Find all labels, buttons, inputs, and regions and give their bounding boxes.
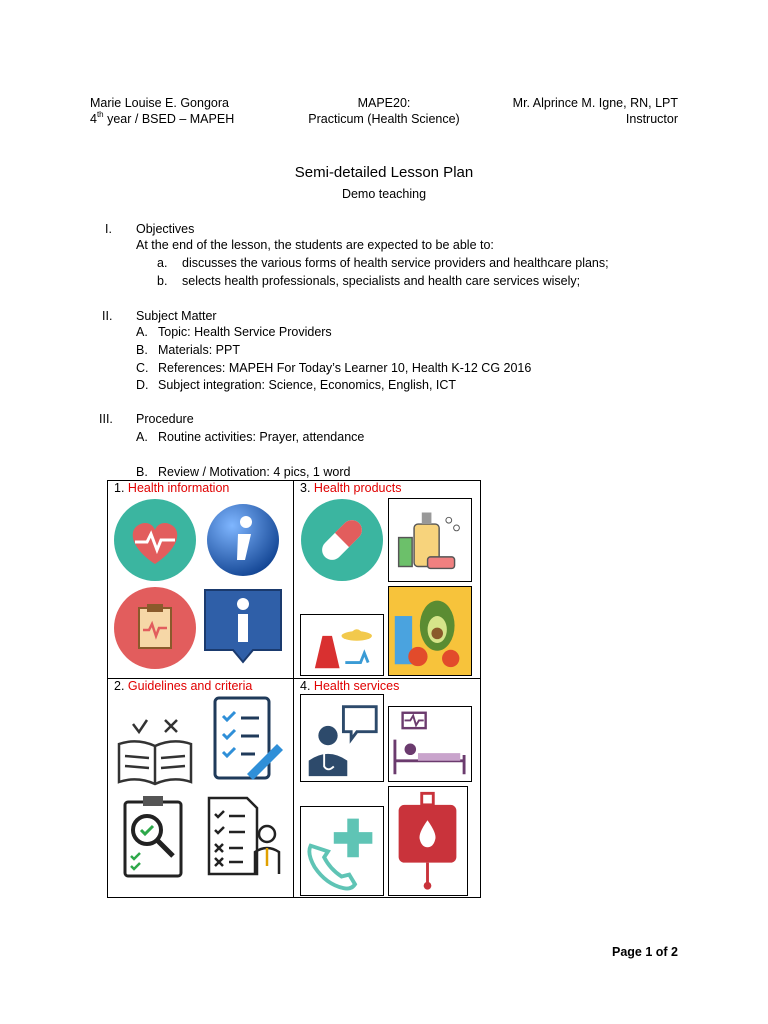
subject-matter-num: II. (102, 309, 113, 323)
hospital-bed-icon (388, 706, 472, 782)
procedure-marker: B. (136, 465, 148, 479)
student-year-num: 4 (90, 112, 97, 126)
objective-marker: a. (157, 256, 168, 270)
heart-pulse-icon (113, 498, 197, 582)
procedure-heading: Procedure (136, 412, 194, 426)
subject-matter-marker: D. (136, 378, 149, 392)
subject-matter-marker: C. (136, 361, 149, 375)
objectives-heading: Objectives (136, 222, 195, 236)
cell-label-3 (300, 481, 401, 495)
procedure-num: III. (99, 412, 113, 426)
healthy-food-icon (388, 586, 472, 676)
subject-matter-item: Materials: PPT (158, 343, 240, 357)
info-sphere-icon (201, 498, 285, 582)
subject-matter-item: Subject integration: Science, Economics, English, ICT (158, 378, 457, 392)
subject-matter-item: Topic: Health Service Providers (158, 325, 332, 339)
page-number: Page 1 of 2 (612, 945, 678, 959)
objective-marker: b. (157, 274, 168, 288)
procedure-item: Review / Motivation: 4 pics, 1 word (158, 465, 351, 479)
info-sign-icon (201, 586, 285, 670)
blood-bag-icon (388, 786, 468, 896)
cell-number: 3. (300, 481, 311, 495)
objectives-intro: At the end of the lesson, the students are expected to be able to: (136, 238, 494, 252)
student-name: Marie Louise E. Gongora (90, 96, 229, 110)
page-subtitle: Demo teaching (341, 187, 427, 201)
cell-title: Health products (313, 481, 402, 495)
doctor-chat-icon (300, 694, 384, 782)
subject-matter-marker: B. (136, 343, 148, 357)
cell-number: 2. (114, 679, 125, 693)
fashion-items-icon (300, 614, 384, 676)
cell-number: 1. (114, 481, 125, 495)
clipboard-magnifier-icon (113, 792, 197, 880)
student-year (90, 111, 234, 127)
procedure-marker: A. (136, 430, 148, 444)
open-book-icon (113, 704, 197, 788)
course-code: MAPE20: (357, 96, 411, 110)
cell-label-2 (114, 679, 252, 693)
cell-label-1 (114, 481, 229, 495)
table-divider (293, 480, 294, 898)
clipboard-icon (113, 586, 197, 670)
cell-label-4 (300, 679, 399, 693)
subject-matter-item: References: MAPEH For Today’s Learner 10, Health K-12 CG 2016 (158, 361, 532, 375)
cell-title: Guidelines and criteria (127, 679, 253, 693)
student-year-rest: year / BSED – MAPEH (103, 112, 235, 126)
objective-item: selects health professionals, specialists and health care services wisely; (182, 274, 581, 288)
procedure-item: Routine activities: Prayer, attendance (158, 430, 365, 444)
subject-matter-heading: Subject Matter (136, 309, 217, 323)
checklist-pen-icon (201, 694, 285, 784)
toiletries-icon (388, 498, 472, 582)
checklist-person-icon (201, 794, 285, 878)
subject-matter-marker: A. (136, 325, 148, 339)
objective-item: discusses the various forms of health service providers and healthcare plans; (182, 256, 609, 270)
course-title: Practicum (Health Science) (308, 112, 460, 126)
cell-number: 4. (300, 679, 311, 693)
page-title: Semi-detailed Lesson Plan (294, 164, 474, 181)
phone-medical-icon (300, 806, 384, 896)
objectives-num: I. (105, 222, 112, 236)
cell-title: Health information (127, 481, 230, 495)
pill-icon (300, 498, 384, 582)
student-year-sup: th (96, 110, 104, 119)
instructor-name: Mr. Alprince M. Igne, RN, LPT (512, 96, 678, 110)
cell-title: Health services (313, 679, 400, 693)
instructor-role: Instructor (625, 112, 678, 126)
